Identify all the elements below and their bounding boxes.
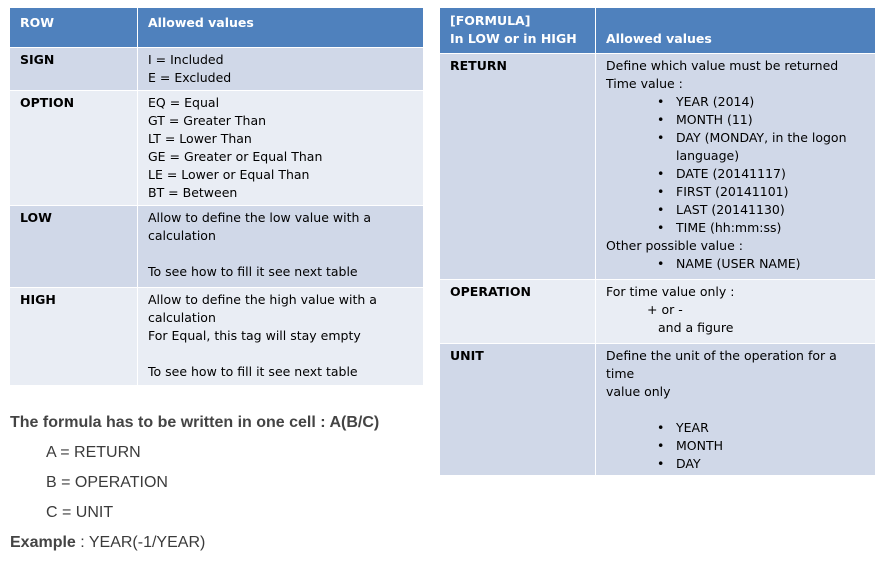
row-values: Define the unit of the operation for a time value only • YEAR • MONTH • DAY	[596, 344, 876, 476]
formula-part-b: B = OPERATION	[46, 474, 168, 491]
row-values: For time value only : + or - and a figure	[596, 280, 876, 344]
table-row-return	[440, 54, 876, 280]
formula-part-c: C = UNIT	[46, 504, 114, 521]
header-allowed-values: Allowed values	[138, 8, 424, 48]
list-item: • NAME (USER NAME)	[676, 255, 865, 273]
list-item: • MONTH	[676, 437, 865, 455]
row-values: Define which value must be returned Time value : • YEAR (2014) • MONTH (11) • DAY (MONDAY, in the logon language) • DATE (20141117) • FIRST (20141101) • LAST (20141130) • TIME (hh:mm:ss) Other possible value : • NAME (USER NAME)	[596, 54, 876, 280]
row-key: UNIT	[440, 344, 596, 476]
list-item: • DAY (MONDAY, in the logon language)	[676, 129, 865, 165]
list-item: • YEAR (2014)	[676, 93, 865, 111]
row-values: Allow to define the low value with a calculation To see how to fill it see next table	[138, 206, 424, 288]
other-value-list	[606, 255, 865, 273]
table-row-low	[10, 206, 424, 288]
example-value: : YEAR(-1/YEAR)	[75, 534, 206, 551]
table-row-sign	[10, 48, 424, 91]
row-values-table	[9, 7, 424, 386]
list-item: • LAST (20141130)	[676, 201, 865, 219]
table-row-option	[10, 91, 424, 206]
header-formula: [FORMULA] In LOW or in HIGH	[440, 8, 596, 54]
unit-list	[606, 419, 865, 473]
row-values: Allow to define the high value with a calculation For Equal, this tag will stay empty To see how to fill it see next table	[138, 288, 424, 386]
table-row-unit	[440, 344, 876, 476]
formula-values-table	[439, 7, 876, 476]
list-item: • DATE (20141117)	[676, 165, 865, 183]
row-key: OPERATION	[440, 280, 596, 344]
formula-part-a: A = RETURN	[46, 444, 141, 461]
list-item: • MONTH (11)	[676, 111, 865, 129]
row-key: OPTION	[10, 91, 138, 206]
table-row-high	[10, 288, 424, 386]
header-allowed-values: Allowed values	[596, 8, 876, 54]
row-values: EQ = Equal GT = Greater Than LT = Lower Than GE = Greater or Equal Than LE = Lower or Equal Than BT = Between	[138, 91, 424, 206]
list-item: • TIME (hh:mm:ss)	[676, 219, 865, 237]
list-item: • YEAR	[676, 419, 865, 437]
example-label: Example	[10, 534, 76, 551]
example-line	[10, 534, 205, 552]
table-row-operation	[440, 280, 876, 344]
row-key: RETURN	[440, 54, 596, 280]
list-item: • FIRST (20141101)	[676, 183, 865, 201]
row-key: HIGH	[10, 288, 138, 386]
formula-heading: The formula has to be written in one cell : A(B/C)	[10, 414, 380, 431]
row-key: SIGN	[10, 48, 138, 91]
list-item: • DAY	[676, 455, 865, 473]
header-row: ROW	[10, 8, 138, 48]
time-value-list	[606, 93, 865, 237]
row-values: I = Included E = Excluded	[138, 48, 424, 91]
row-key: LOW	[10, 206, 138, 288]
